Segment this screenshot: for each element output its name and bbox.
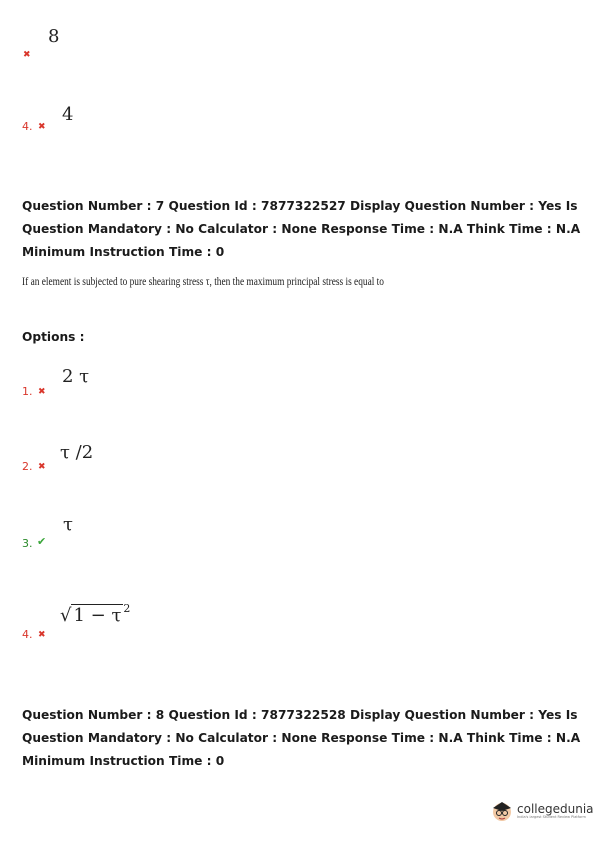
logo-tagline: India's largest Student Review Platform (517, 815, 586, 819)
question-7-meta: Question Number : 7 Question Id : 7877322527 Display Question Number : Yes Is Question Mandatory : No Calculator : None Response Time : N.A Think Time : N.A Minimum Instruction Time : 0 (22, 199, 581, 259)
option-4-radicand: 1 − τ (73, 605, 122, 626)
wrong-mark-icon: ✖ (38, 630, 46, 640)
question-7-text: If an element is subjected to pure shearing stress τ, then the maximum principal stress is equal to (22, 274, 384, 288)
wrong-mark-icon: ✖ (38, 387, 46, 397)
prev-option-value: 8 (48, 26, 60, 47)
option-2-number: 2. (22, 460, 33, 473)
option-4-exponent: 2 (123, 602, 131, 615)
option-1-number: 1. (22, 385, 33, 398)
collegedunia-logo (491, 799, 594, 823)
wrong-mark-icon: ✖ (38, 462, 46, 472)
option-1-value: 2 τ (62, 366, 90, 387)
logo-name: collegedunia (517, 802, 594, 816)
options-title: Options : (22, 330, 85, 344)
prev-option-value: 4 (62, 104, 74, 125)
wrong-mark-icon: ✖ (23, 50, 31, 60)
option-2-value: τ /2 (60, 442, 94, 463)
option-3-number: 3. (22, 537, 33, 550)
prev-option-number: 4. (22, 120, 33, 133)
option-4-value (60, 604, 130, 626)
question-8-meta: Question Number : 8 Question Id : 7877322528 Display Question Number : Yes Is Question Mandatory : No Calculator : None Response Time : N.A Think Time : N.A Minimum Instruction Time : 0 (22, 708, 581, 768)
mascot-icon (491, 799, 513, 823)
wrong-mark-icon: ✖ (38, 122, 46, 132)
option-4-number: 4. (22, 628, 33, 641)
square-root-icon: √ (60, 605, 72, 626)
option-3-value: τ (63, 514, 73, 535)
correct-mark-icon: ✔ (37, 535, 47, 548)
